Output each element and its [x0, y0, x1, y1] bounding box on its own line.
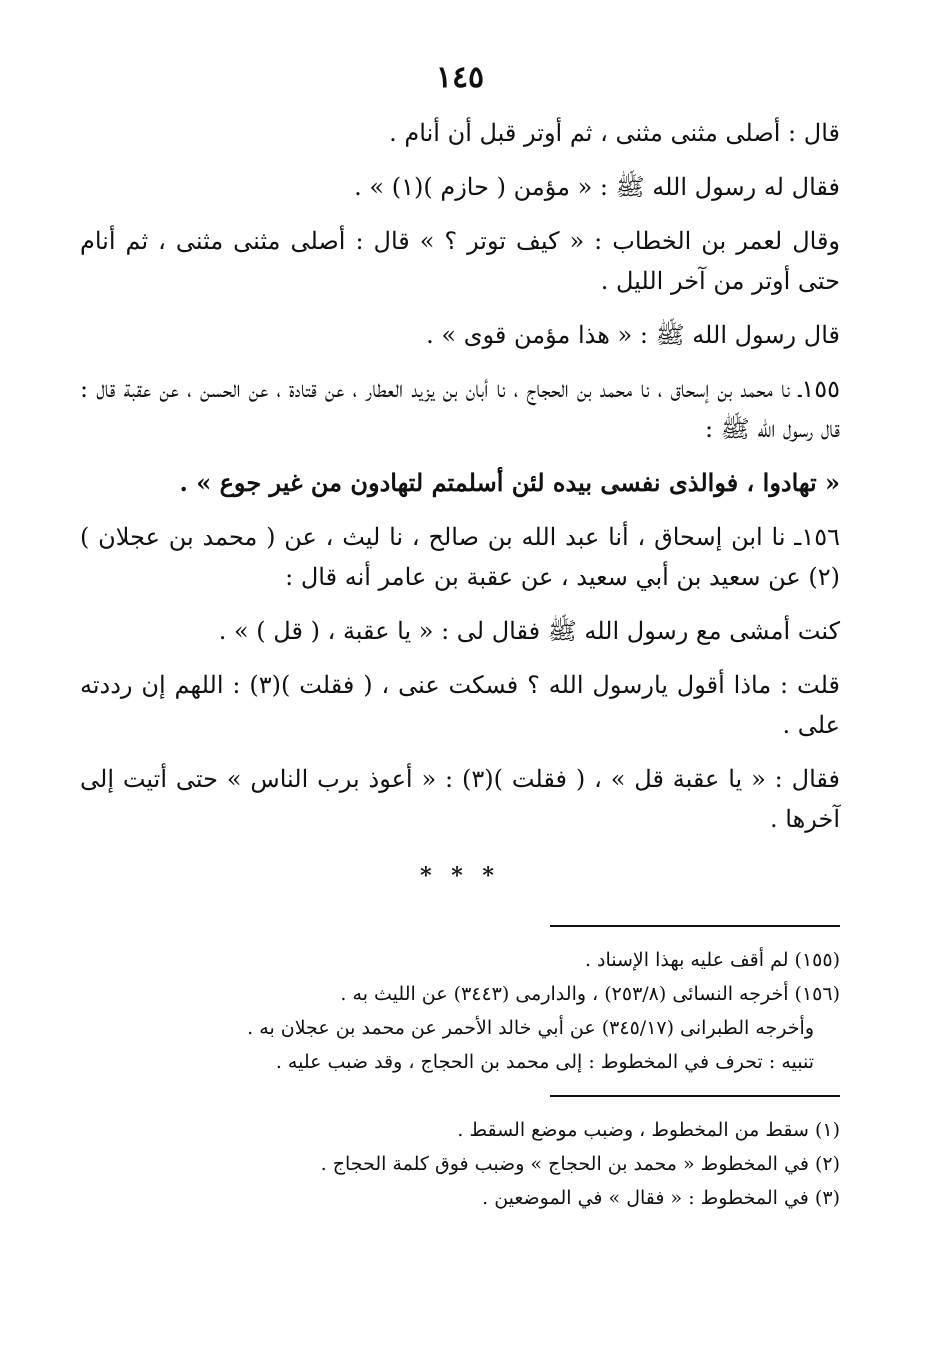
notes-divider [550, 925, 840, 927]
book-page [80, 60, 840, 1231]
paragraph: قال رسول الله ﷺ : « هذا مؤمن قوى » . [426, 321, 840, 349]
note-line: تنبيه : تحرف في المخطوط : إلى محمد بن الحجاج ، وقد ضبب عليه . [275, 1051, 814, 1073]
note-line: (١٥٦) أخرجه النسائى (٢٥٣/٨) ، والدارمى (٣٤٤٣) عن الليث به . [340, 983, 840, 1005]
section-separator: * * * [420, 863, 500, 889]
hadith-156: ١٥٦ـ نا ابن إسحاق ، أنا عبد الله بن صالح ، نا ليث ، عن ( محمد بن عجلان )(٢) عن سعيد بن أبي سعيد ، عن عقبة بن عامر أنه قال : [80, 523, 840, 591]
paragraph: قال : أصلى مثنى مثنى ، ثم أوتر قبل أن أنام . [389, 119, 840, 147]
hadith-text: « تهادوا ، فوالذى نفسى بيده لئن أسلمتم لتهادون من غير جوع » . [179, 468, 840, 497]
hadith-155: ١٥٥ـ نا محمد بن إسحاق ، نا محمد بن الحجاج ، نا أبان بن يزيد العطار ، عن قتادة ، عن الحسن ، عن عقبة قال : قال رسول الله ﷺ : [80, 375, 840, 443]
paragraph: فقال له رسول الله ﷺ : « مؤمن ( حازم )(١) » . [354, 173, 840, 201]
footnote: (٢) في المخطوط « محمد بن الحجاج » وضبب فوق كلمة الحجاج . [320, 1153, 840, 1175]
hadith-notes [80, 943, 840, 1079]
paragraph: فقال : « يا عقبة قل » ، ( فقلت )(٣) : « أعوذ برب الناس » حتى أتيت إلى آخرها . [80, 765, 841, 833]
note-line: (١٥٥) لم أقف عليه بهذا الإسناد . [584, 949, 840, 971]
paragraph: كنت أمشى مع رسول الله ﷺ فقال لى : « يا عقبة ، ( قل ) » . [218, 617, 840, 645]
paragraph: قلت : ماذا أقول يارسول الله ؟ فسكت عنى ، ( فقلت )(٣) : اللهم إن رددته على . [80, 671, 841, 739]
page-number: ١٤٥ [435, 60, 485, 95]
footnotes-divider [550, 1095, 840, 1097]
footnotes [80, 1113, 840, 1215]
footnote: (٣) في المخطوط : « فقال » في الموضعين . [482, 1187, 840, 1209]
paragraph: وقال لعمر بن الخطاب : « كيف توتر ؟ » قال : أصلى مثنى مثنى ، ثم أنام حتى أوتر من آخر الليل . [80, 227, 840, 295]
footnote: (١) سقط من المخطوط ، وضبب موضع السقط . [457, 1119, 840, 1141]
note-line: وأخرجه الطبرانى (٣٤٥/١٧) عن أبي خالد الأحمر عن محمد بن عجلان به . [247, 1017, 814, 1039]
